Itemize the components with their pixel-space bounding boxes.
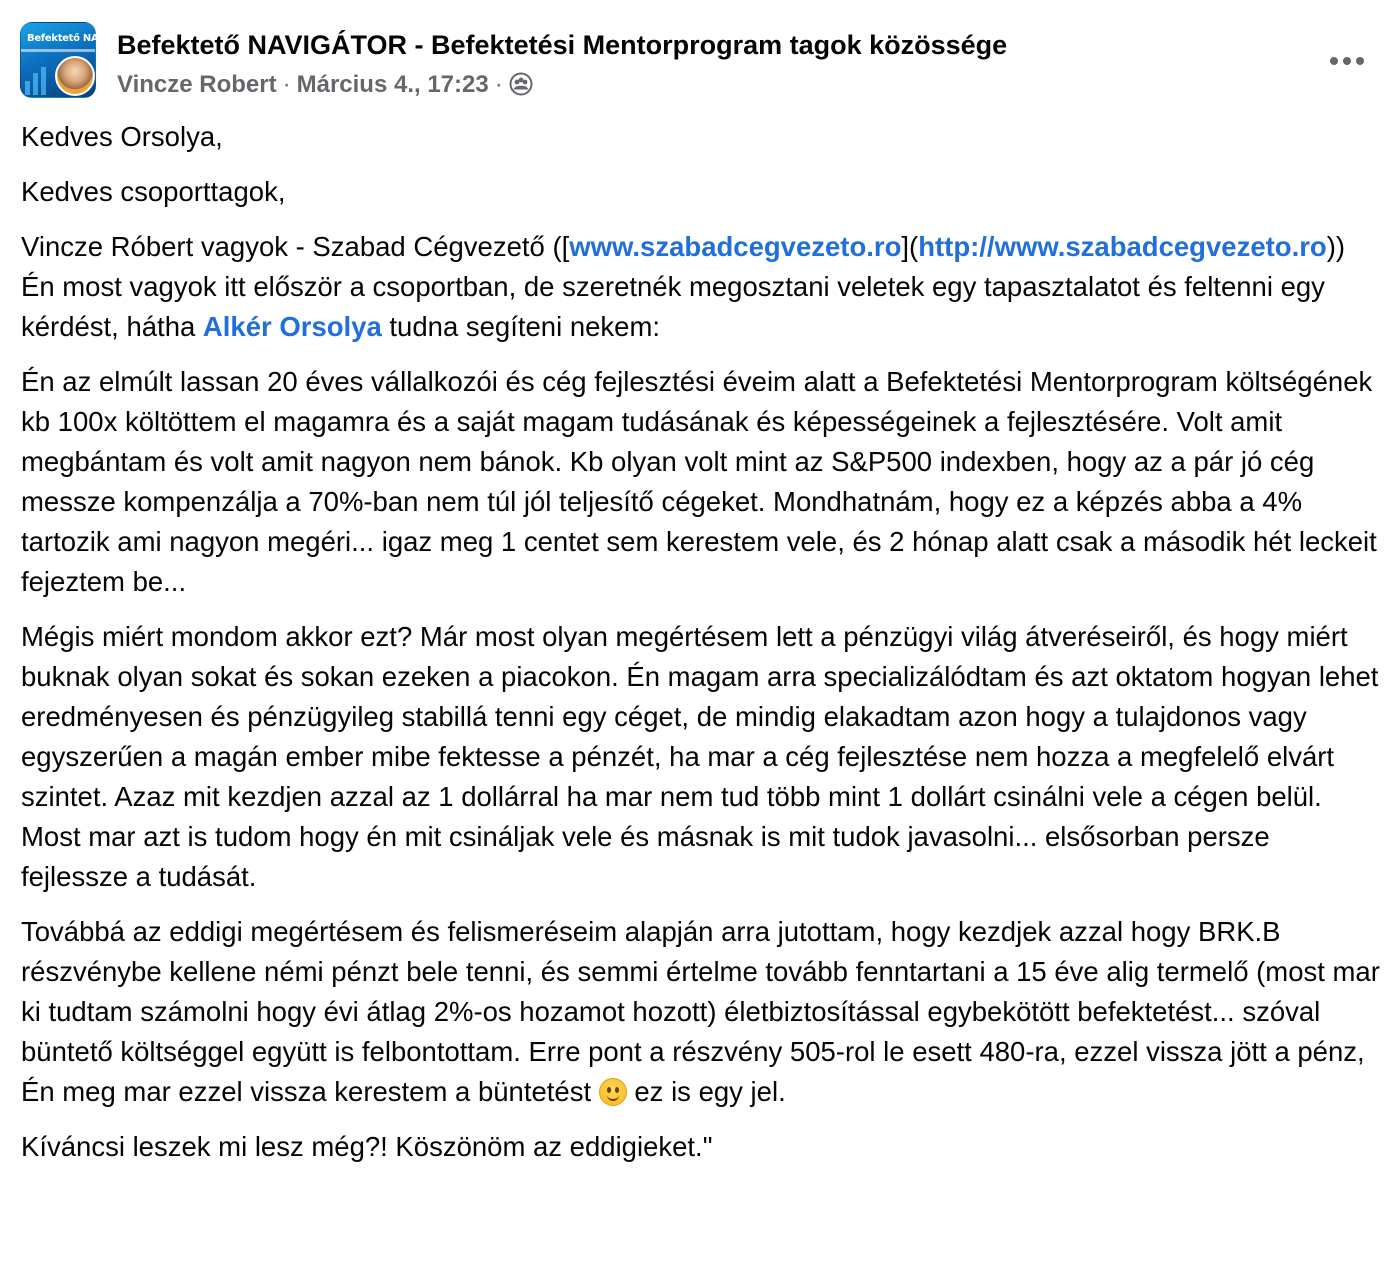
text-run: ](	[901, 231, 919, 262]
meta-separator: ·	[282, 71, 291, 98]
group-avatar-text: Befektető NAVI	[27, 33, 109, 44]
text-run: tudna segíteni nekem:	[381, 311, 661, 342]
intro-paragraph	[21, 227, 1381, 347]
avatar-stripe	[21, 49, 95, 52]
post-header	[20, 22, 1372, 100]
body-paragraph: Mégis miért mondom akkor ezt? Már most olyan megértésem lett a pénzügyi világ átveréseiről, és hogy miért buknak olyan sokat és sokan ezeken a piacokon. Én magam arra specializálódtam és azt oktatom hogyan lehet eredményesen és pénzügyileg stabillá tenni egy céget, de mindig elakadtam azon hogy a tulajdonos vagy egyszerűen a magán ember mibe fektesse a pénzét, ha mar a cég fejlesztése nem hozza a megfelelő elvárt szintet. Azaz mit kezdjen azzal az 1 dollárral ha mar nem tud több mint 1 dollárt csinálni vele a cégen belül. Most mar azt is tudom hogy én mit csináljak vele és másnak is mit tudok javasolni... elsősorban persze fejlessze a tudását.	[21, 621, 1379, 892]
group-avatar[interactable]	[20, 22, 109, 98]
avatar-bars-graphic	[25, 63, 51, 95]
text-run: )) Én most vagyok itt először a csoportban, de szeretnék megosztani veletek egy tapasztalatot és feltenni egy kérdést, hátha	[21, 231, 1346, 342]
more-dot	[1330, 57, 1338, 65]
body-paragraph	[21, 912, 1381, 1112]
website-link[interactable]: www.szabadcegvezeto.ro	[569, 231, 902, 262]
author-name[interactable]: Vincze Robert	[117, 71, 277, 98]
body-paragraph: Én az elmúlt lassan 20 éves vállalkozói és cég fejlesztési éveim alatt a Befektetési Mentorprogram költségének kb 100x költöttem el magamra és a saját magam tudásának és képességeinek a fejlesztésére. Volt amit megbántam és volt amit nagyon nem bánok. Kb olyan volt mint az S&P500 indexben, hogy az a pár jó cég messze kompenzálja a 70%-ban nem túl jól teljesítő cégeket. Mondhatnám, hogy ez a képzés abba a 4% tartozik ami nagyon megéri... igaz meg 1 centet sem kerestem vele, és 2 hónap alatt csak a második hét leckeit fejeztem be...	[21, 366, 1377, 597]
more-options-button[interactable]	[1330, 44, 1370, 74]
meta-separator: ·	[494, 71, 503, 98]
group-audience-icon[interactable]	[509, 72, 533, 96]
group-title[interactable]: Befektető NAVIGÁTOR - Befektetési Mentorprogram tagok közössége	[117, 30, 1008, 60]
slightly-smiling-face-icon	[599, 1078, 627, 1106]
more-dot	[1343, 57, 1351, 65]
greeting-line: Kedves csoporttagok,	[21, 176, 286, 207]
more-dot	[1356, 57, 1364, 65]
admin-profile-photo	[55, 56, 95, 96]
text-run: ez is egy jel.	[626, 1076, 786, 1107]
text-run: Továbbá az eddigi megértésem és felismeréseim alapján arra jutottam, hogy kezdjek azzal hogy BRK.B részvénybe kellene némi pénzt bele tenni, és semmi értelme tovább fenntartani a 15 éve alig termelő (most mar ki tudtam számolni hogy évi átlag 2%-os hozamot hozott) életbiztosítással egybekötött befektetést... szóval büntető költséggel együtt is felbontottam. Erre pont a részvény 505-rol le esett 480-ra, ezzel vissza jött a pénz, Én meg mar ezzel vissza kerestem a büntetést	[21, 916, 1380, 1107]
post-timestamp[interactable]: Március 4., 17:23	[296, 71, 489, 98]
closing-paragraph: Kíváncsi leszek mi lesz még?! Köszönöm az eddigieket."	[21, 1131, 713, 1162]
post-meta	[117, 70, 533, 100]
website-link-full[interactable]: http://www.szabadcegvezeto.ro	[918, 231, 1327, 262]
post-body	[21, 117, 1381, 1182]
mention-link[interactable]: Alkér Orsolya	[202, 311, 382, 342]
text-run: Vincze Róbert vagyok - Szabad Cégvezető ([	[21, 231, 570, 262]
greeting-line: Kedves Orsolya,	[21, 121, 223, 152]
